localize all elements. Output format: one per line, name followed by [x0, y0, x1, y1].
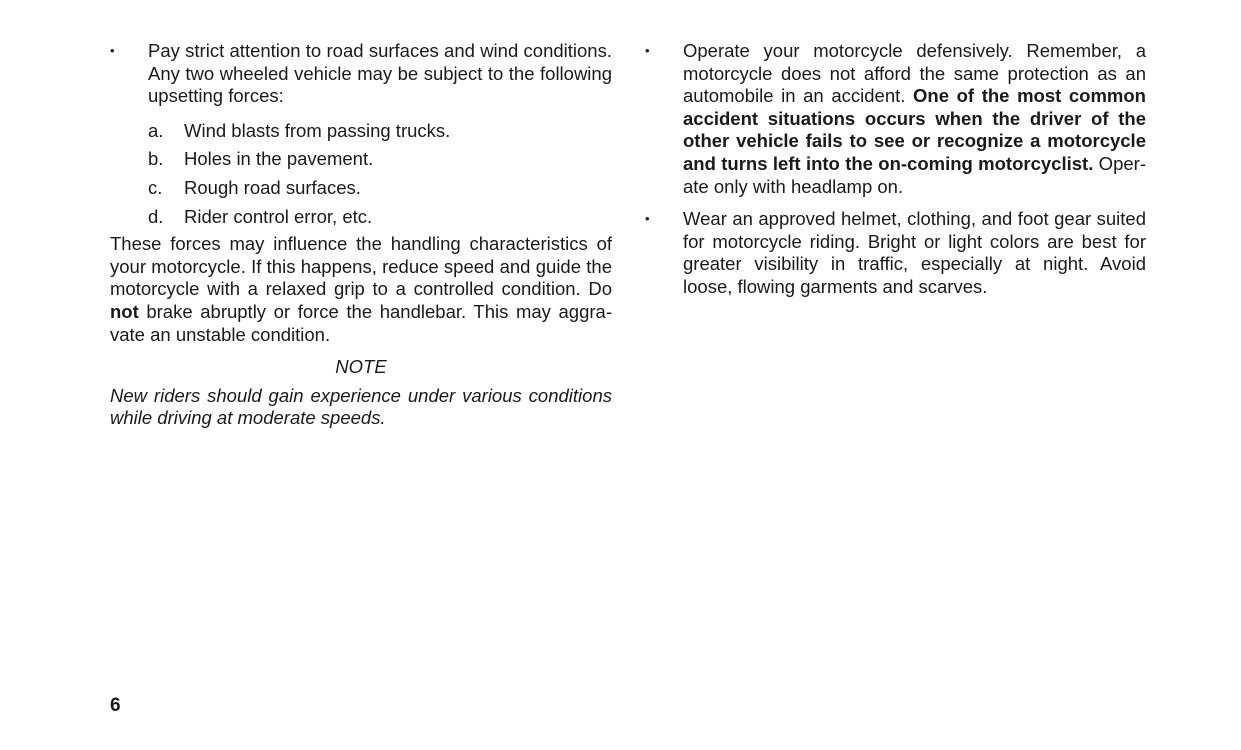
note-text: New riders should gain experience under various conditions while driving at moderate speeds. [110, 384, 612, 429]
protective-gear-text: Wear an approved helmet, clothing, and foot gear suited for motorcycle riding. Bright or light colors are best for greater visibility in traffic, especially at night. Avoid loose, flowing garments and scarves. [683, 208, 1146, 297]
handling-text-start: These forces may influence the handling characteristics of your motorcycle. If this happens, reduce speed and guide the motorcycle with a relaxed grip to a controlled condition. Do [110, 233, 612, 300]
handling-emphasis: not [110, 300, 139, 322]
force-text: Wind blasts from passing trucks. [184, 119, 451, 141]
left-column [110, 40, 612, 430]
note-heading: NOTE [335, 356, 387, 378]
force-letter: b. [148, 148, 164, 170]
defensive-riding-bullet [645, 40, 1146, 198]
defensive-riding-text-start: Operate your motorcycle defensively. Remember, a motorcycle does not afford the same protection as an automobile in an accident. [683, 40, 1146, 107]
defensive-riding-text-end: Operate only with headlamp on. [683, 152, 1146, 197]
bullet-dot: • [110, 43, 115, 58]
road-conditions-bullet [110, 40, 612, 108]
bullet-dot: • [645, 43, 650, 58]
force-letter: d. [148, 205, 164, 227]
force-item [148, 145, 612, 174]
force-item [148, 117, 612, 146]
handling-text-end: brake abruptly or force the handlebar. This may aggravate an unstable condition. [110, 300, 612, 345]
force-text: Holes in the pavement. [184, 148, 374, 170]
road-conditions-text: Pay strict attention to road surfaces and wind conditions. Any two wheeled vehicle may be subject to the following upsetting forces: [148, 40, 612, 107]
force-item [148, 174, 612, 203]
right-column [645, 40, 1146, 299]
force-letter: a. [148, 119, 164, 141]
force-item [148, 203, 612, 232]
force-text: Rider control error, etc. [184, 205, 373, 227]
upsetting-forces-list [110, 117, 612, 231]
page-number: 6 [110, 695, 121, 716]
force-text: Rough road surfaces. [184, 176, 361, 198]
handling-paragraph [110, 233, 612, 346]
protective-gear-bullet [645, 208, 1146, 298]
bullet-dot: • [645, 211, 650, 227]
force-letter: c. [148, 176, 163, 198]
defensive-riding-warning: One of the most common accident situations occurs when the driver of the other vehicle fails to see or recognize a motorcycle and turns left into the on-coming motorcyclist. [683, 85, 1146, 174]
